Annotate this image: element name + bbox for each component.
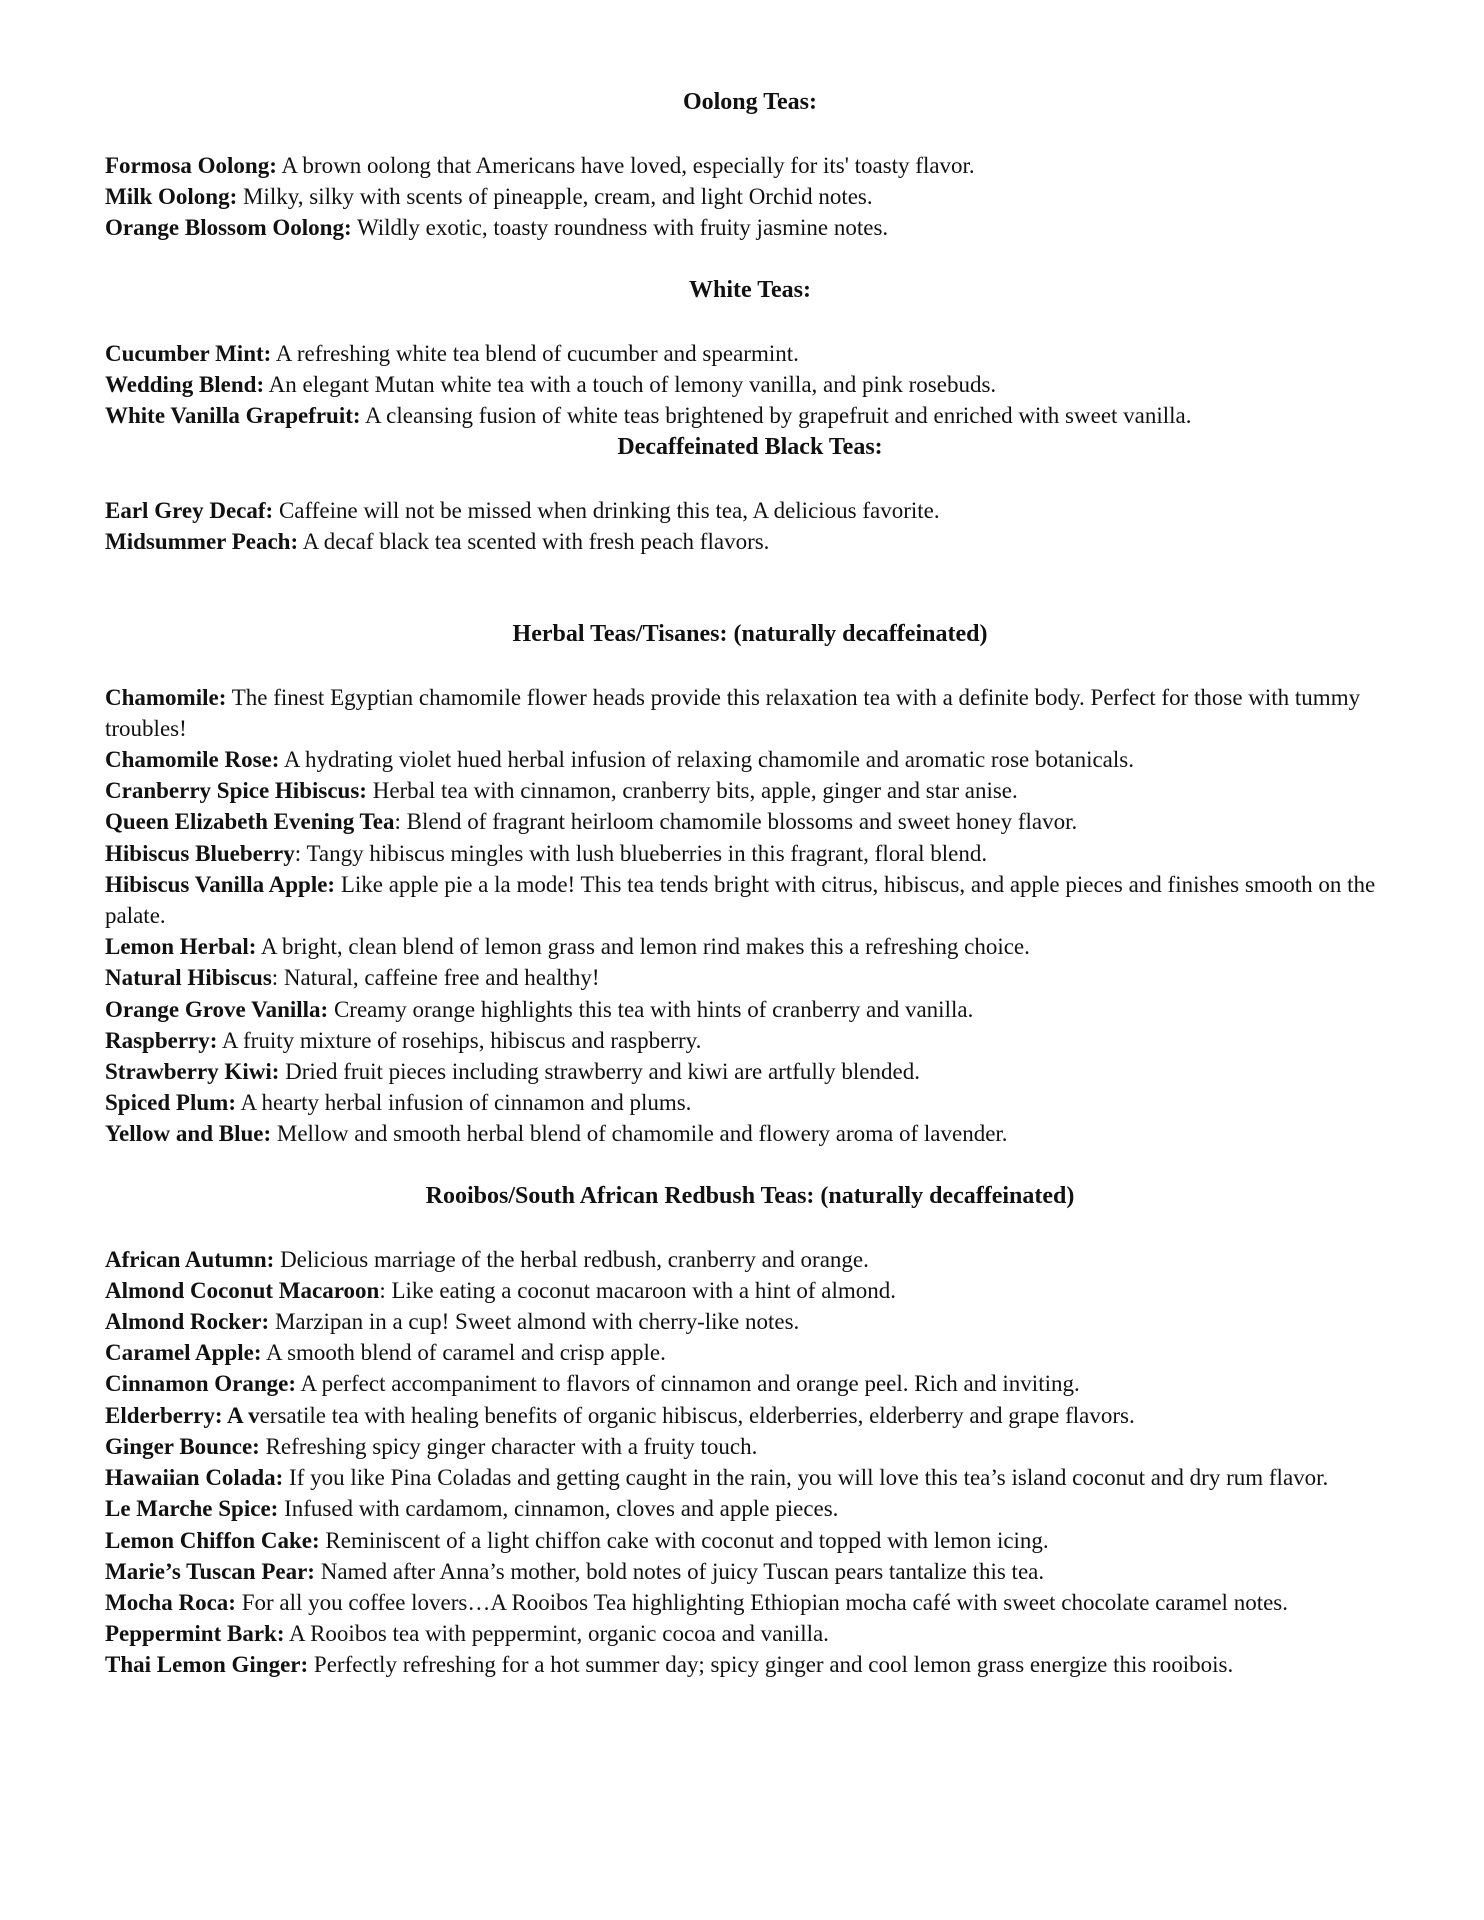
tea-description: A smooth blend of caramel and crisp apple. xyxy=(261,1340,666,1366)
tea-description: : Natural, caffeine free and healthy! xyxy=(271,965,600,991)
tea-description: A decaf black tea scented with fresh peach flavors. xyxy=(298,529,770,555)
section-white xyxy=(105,274,1395,432)
section-oolong xyxy=(105,86,1395,244)
tea-entry xyxy=(105,181,1395,212)
tea-name: Midsummer Peach: xyxy=(105,529,299,555)
tea-name: Orange Blossom Oolong: xyxy=(105,215,352,241)
tea-name: Marie’s Tuscan Pear: xyxy=(105,1558,315,1584)
section-herbal xyxy=(105,618,1395,1150)
tea-description: A perfect accompaniment to flavors of cinnamon and orange peel. Rich and inviting. xyxy=(296,1371,1080,1397)
section-heading: Decaffeinated Black Teas: xyxy=(617,434,883,461)
tea-entry xyxy=(105,806,1395,837)
tea-entry xyxy=(105,1649,1395,1680)
tea-entry xyxy=(105,931,1395,962)
tea-name: Queen Elizabeth Evening Tea xyxy=(105,809,395,835)
tea-description: Mellow and smooth herbal blend of chamomile and flowery aroma of lavender. xyxy=(271,1121,1008,1147)
tea-entry xyxy=(105,682,1395,744)
tea-name: Strawberry Kiwi: xyxy=(105,1059,280,1085)
tea-name: Natural Hibiscus xyxy=(105,965,272,991)
tea-entry xyxy=(105,369,1395,400)
tea-name: Mocha Roca: xyxy=(105,1589,236,1615)
tea-name: Thai Lemon Ginger: xyxy=(105,1652,309,1678)
tea-entry xyxy=(105,1275,1395,1306)
tea-name: Cranberry Spice Hibiscus: xyxy=(105,778,367,804)
tea-name: Peppermint Bark: xyxy=(105,1621,285,1647)
tea-description: A fruity mixture of rosehips, hibiscus and raspberry. xyxy=(217,1027,702,1053)
tea-name: Milk Oolong: xyxy=(105,184,238,210)
tea-entry xyxy=(105,838,1395,869)
section-heading: Rooibos/South African Redbush Teas: (naturally decaffeinated) xyxy=(425,1182,1075,1209)
tea-entry xyxy=(105,962,1395,993)
tea-description: Marzipan in a cup! Sweet almond with cherry-like notes. xyxy=(269,1309,800,1335)
tea-description: Herbal tea with cinnamon, cranberry bits, apple, ginger and star anise. xyxy=(366,778,1018,804)
tea-description: For all you coffee lovers…A Rooibos Tea highlighting Ethiopian mocha café with sweet chocolate caramel notes. xyxy=(235,1589,1288,1615)
tea-description: A Rooibos tea with peppermint, organic cocoa and vanilla. xyxy=(284,1621,829,1647)
tea-entry xyxy=(105,1525,1395,1556)
tea-entry xyxy=(105,1244,1395,1275)
tea-name: Ginger Bounce: xyxy=(105,1433,260,1459)
tea-name: Hawaiian Colada: xyxy=(105,1465,284,1491)
tea-description: A refreshing white tea blend of cucumber and spearmint. xyxy=(271,340,799,366)
tea-description: Reminiscent of a light chiffon cake with coconut and topped with lemon icing. xyxy=(319,1527,1049,1553)
tea-description: Refreshing spicy ginger character with a fruity touch. xyxy=(259,1433,758,1459)
tea-description: A hydrating violet hued herbal infusion of relaxing chamomile and aromatic rose botanicals. xyxy=(279,747,1134,773)
tea-name: Almond Coconut Macaroon xyxy=(105,1277,380,1303)
tea-description: A cleansing fusion of white teas brightened by grapefruit and enriched with sweet vanilla. xyxy=(360,403,1192,429)
tea-name: Earl Grey Decaf: xyxy=(105,498,274,524)
tea-description: If you like Pina Coladas and getting caught in the rain, you will love this tea’s island coconut and dry rum flavor. xyxy=(283,1465,1329,1491)
tea-description: Dried fruit pieces including strawberry and kiwi are artfully blended. xyxy=(279,1059,920,1085)
tea-name: Chamomile: xyxy=(105,684,227,710)
tea-description: Milky, silky with scents of pineapple, cream, and light Orchid notes. xyxy=(237,184,873,210)
section-heading: Oolong Teas: xyxy=(682,89,818,115)
tea-name: Chamomile Rose: xyxy=(105,747,280,773)
tea-description: : Tangy hibiscus mingles with lush blueberries in this fragrant, floral blend. xyxy=(294,840,988,866)
tea-description: A brown oolong that Americans have loved, especially for its' toasty flavor. xyxy=(276,153,975,178)
tea-entry xyxy=(105,495,1395,526)
tea-description: A bright, clean blend of lemon grass and lemon rind makes this a refreshing choice. xyxy=(256,934,1030,960)
tea-description: The finest Egyptian chamomile flower heads provide this relaxation tea with a definite body. Perfect for those with tummy troubles! xyxy=(105,684,1361,741)
tea-entry xyxy=(105,869,1395,931)
tea-name: Yellow and Blue: xyxy=(105,1121,272,1147)
section-heading: Herbal Teas/Tisanes: (naturally decaffeinated) xyxy=(512,620,988,647)
tea-description: Wildly exotic, toasty roundness with fruity jasmine notes. xyxy=(351,215,889,241)
tea-entry xyxy=(105,1368,1395,1399)
tea-entry xyxy=(105,994,1395,1025)
tea-name: Elderberry: A v xyxy=(105,1402,260,1428)
tea-entry xyxy=(105,775,1395,806)
tea-entry xyxy=(105,400,1395,431)
tea-entry xyxy=(105,1493,1395,1524)
tea-description: : Like eating a coconut macaroon with a hint of almond. xyxy=(379,1277,897,1303)
tea-description: A hearty herbal infusion of cinnamon and plums. xyxy=(235,1090,692,1116)
tea-entry xyxy=(105,1462,1395,1493)
tea-name: Lemon Herbal: xyxy=(105,934,257,960)
tea-entry xyxy=(105,1400,1395,1431)
tea-name: Spiced Plum: xyxy=(105,1090,236,1116)
tea-menu-document xyxy=(105,86,1395,1681)
tea-description: Delicious marriage of the herbal redbush, cranberry and orange. xyxy=(274,1246,869,1272)
tea-entry xyxy=(105,1431,1395,1462)
tea-name: Orange Grove Vanilla: xyxy=(105,996,329,1022)
tea-entry xyxy=(105,1337,1395,1368)
tea-entry xyxy=(105,1306,1395,1337)
tea-name: African Autumn: xyxy=(105,1246,275,1272)
tea-entry xyxy=(105,1087,1395,1118)
tea-entry xyxy=(105,150,1395,181)
tea-name: Hibiscus Blueberry xyxy=(105,840,295,866)
tea-description: Caffeine will not be missed when drinking this tea, A delicious favorite. xyxy=(273,498,940,524)
tea-entry xyxy=(105,212,1395,243)
tea-description: Creamy orange highlights this tea with hints of cranberry and vanilla. xyxy=(328,996,974,1022)
tea-name: Caramel Apple: xyxy=(105,1340,262,1366)
tea-entry xyxy=(105,1556,1395,1587)
section-rooibos xyxy=(105,1180,1395,1681)
tea-name: Le Marche Spice: xyxy=(105,1496,279,1522)
section-decaf-black xyxy=(105,431,1395,557)
tea-entry xyxy=(105,1618,1395,1649)
tea-description: Like apple pie a la mode! This tea tends bright with citrus, hibiscus, and apple pieces and finishes smooth on the palate. xyxy=(105,871,1376,929)
tea-name: Cinnamon Orange: xyxy=(105,1371,297,1397)
tea-description: Perfectly refreshing for a hot summer day; spicy ginger and cool lemon grass energize this rooibois. xyxy=(308,1652,1234,1678)
tea-name: Formosa Oolong: xyxy=(105,153,277,178)
section-heading: White Teas: xyxy=(688,276,811,303)
tea-name: Wedding Blend: xyxy=(105,371,265,397)
tea-description: ersatile tea with healing benefits of organic hibiscus, elderberries, elderberry and grape flavors. xyxy=(259,1402,1135,1428)
tea-name: White Vanilla Grapefruit: xyxy=(105,403,361,429)
tea-entry xyxy=(105,338,1395,369)
tea-entry xyxy=(105,526,1395,557)
tea-description: Infused with cardamom, cinnamon, cloves and apple pieces. xyxy=(278,1496,839,1522)
tea-name: Hibiscus Vanilla Apple: xyxy=(105,871,336,897)
tea-name: Almond Rocker: xyxy=(105,1309,270,1335)
tea-entry xyxy=(105,744,1395,775)
tea-entry xyxy=(105,1025,1395,1056)
tea-entry xyxy=(105,1118,1395,1149)
tea-name: Cucumber Mint: xyxy=(105,340,272,366)
tea-entry xyxy=(105,1056,1395,1087)
tea-description: An elegant Mutan white tea with a touch of lemony vanilla, and pink rosebuds. xyxy=(264,371,997,397)
tea-entry xyxy=(105,1587,1395,1618)
tea-description: Named after Anna’s mother, bold notes of juicy Tuscan pears tantalize this tea. xyxy=(314,1558,1045,1584)
tea-description: : Blend of fragrant heirloom chamomile blossoms and sweet honey flavor. xyxy=(394,809,1078,835)
tea-name: Lemon Chiffon Cake: xyxy=(105,1527,320,1553)
tea-name: Raspberry: xyxy=(105,1027,218,1053)
